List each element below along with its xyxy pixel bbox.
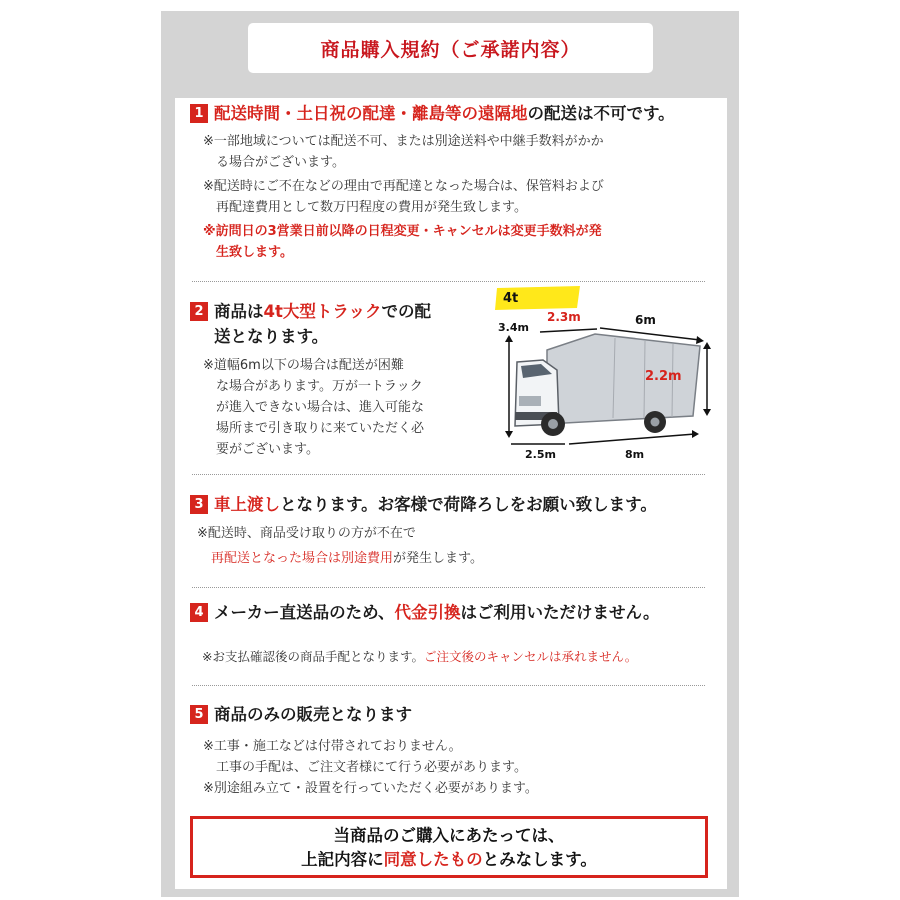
section-5-note: 工事の手配は、ご注文者様にて行う必要があります。 <box>216 760 527 775</box>
truck-height-label: 3.4m <box>498 321 529 334</box>
total-length-dim-line <box>569 434 695 444</box>
agreement-line-2 <box>193 848 705 872</box>
section-5-number: 5 <box>190 705 208 724</box>
section-3-heading <box>190 491 657 515</box>
arrowhead <box>692 430 699 438</box>
hubcap <box>651 418 660 427</box>
cab-length-label: 2.3m <box>547 310 581 324</box>
section-3-note: ※配送時、商品受け取りの方が不在で <box>197 526 416 541</box>
agreement-line-2-pre: 上記内容に <box>301 850 384 869</box>
section-1-number: 1 <box>190 104 208 123</box>
section-1-heading-red: 配送時間・土日祝の配達・離島等の遠隔地 <box>214 104 528 123</box>
section-1-notes <box>203 131 604 263</box>
section-1-heading <box>190 100 675 124</box>
agreement-line-2-post: とみなします。 <box>482 850 597 869</box>
truck-diagram <box>495 284 720 464</box>
agreement-line-1: 当商品のご購入にあたっては、 <box>333 826 565 845</box>
section-2-heading-post: での配 <box>381 302 432 321</box>
section-5-heading <box>190 701 412 725</box>
agreement-notice <box>190 816 708 878</box>
arrowhead <box>505 431 513 438</box>
section-2-heading-red: 4t大型トラック <box>263 302 382 321</box>
arrowhead <box>703 409 711 416</box>
section-3-note-line2 <box>197 548 483 569</box>
section-4-note-pre: ※お支払確認後の商品手配となります。 <box>202 649 424 664</box>
section-1-red-note: ※訪問日の3営業日前以降の日程変更・キャンセルは変更手数料が発 <box>203 224 602 239</box>
section-2-heading <box>190 299 431 349</box>
divider <box>192 685 705 686</box>
agreement-line-2-red: 同意したもの <box>383 850 483 869</box>
box-height-label: 2.2m <box>645 369 682 384</box>
section-3-note-red: 再配送となった場合は別途費用 <box>211 551 394 566</box>
section-2-heading-pre: 商品は <box>214 302 264 321</box>
section-4-note-red: ご注文後のキャンセルは承れません。 <box>423 649 638 664</box>
section-4-heading-pre: メーカー直送品のため、 <box>214 603 395 622</box>
section-4-note <box>202 646 637 667</box>
section-5-note: ※別途組み立て・設置を行っていただく必要があります。 <box>203 781 538 796</box>
section-2-note: が進入できない場合は、進入可能な <box>216 400 425 415</box>
grille <box>519 396 541 406</box>
section-1-note: ※配送時にご不在などの理由で再配達となった場合は、保管料および <box>203 179 604 194</box>
section-4-heading-red: 代金引換 <box>394 603 461 622</box>
section-5-heading-text: 商品のみの販売となります <box>214 705 412 724</box>
section-1-note: 再配達費用として数万円程度の費用が発生致します。 <box>216 200 527 215</box>
arrowhead <box>703 342 711 349</box>
arrowhead <box>505 335 513 342</box>
section-4-number: 4 <box>190 603 208 622</box>
section-4-heading <box>190 599 660 623</box>
section-2-note: ※道幅6m以下の場合は配送が困難 <box>203 358 404 373</box>
section-2-notes <box>203 355 424 460</box>
section-1-red-note: 生致します。 <box>216 245 293 260</box>
section-2-note: 要がございます。 <box>216 442 319 457</box>
arrowhead <box>696 336 704 344</box>
divider <box>192 587 705 588</box>
section-1-heading-rest: の配送は不可です。 <box>527 104 675 123</box>
section-3-heading-red: 車上渡し <box>214 495 280 514</box>
section-5-notes <box>203 736 538 799</box>
section-1-note: る場合がございます。 <box>216 155 345 170</box>
divider <box>192 474 705 475</box>
cab-dim-line <box>540 329 597 332</box>
section-3-heading-rest: となります。お客様で荷降ろしをお願い致します。 <box>280 495 657 514</box>
hubcap <box>548 419 558 429</box>
section-2-heading-line2: 送となります。 <box>214 327 329 346</box>
total-length-label: 8m <box>625 448 645 461</box>
page-title: 商品購入規約（ご承諾内容） <box>248 23 653 73</box>
section-2-number: 2 <box>190 302 208 321</box>
section-3-number: 3 <box>190 495 208 514</box>
divider <box>192 281 705 282</box>
wheelbase-label: 2.5m <box>525 448 556 461</box>
section-1-note: ※一部地域については配送不可、または別途送料や中継手数料がかか <box>203 134 604 149</box>
section-5-note: ※工事・施工などは付帯されておりません。 <box>203 739 462 754</box>
section-4-heading-post: はご利用いただけません。 <box>460 603 660 622</box>
section-3-note-rest: が発生します。 <box>393 551 483 566</box>
box-length-label: 6m <box>635 313 656 327</box>
section-2-note: な場合があります。万が一トラック <box>216 379 423 394</box>
section-3-notes <box>197 523 483 569</box>
truck-tag-label: 4t <box>503 291 519 306</box>
section-2-note: 場所まで引き取りに来ていただく必 <box>216 421 425 436</box>
